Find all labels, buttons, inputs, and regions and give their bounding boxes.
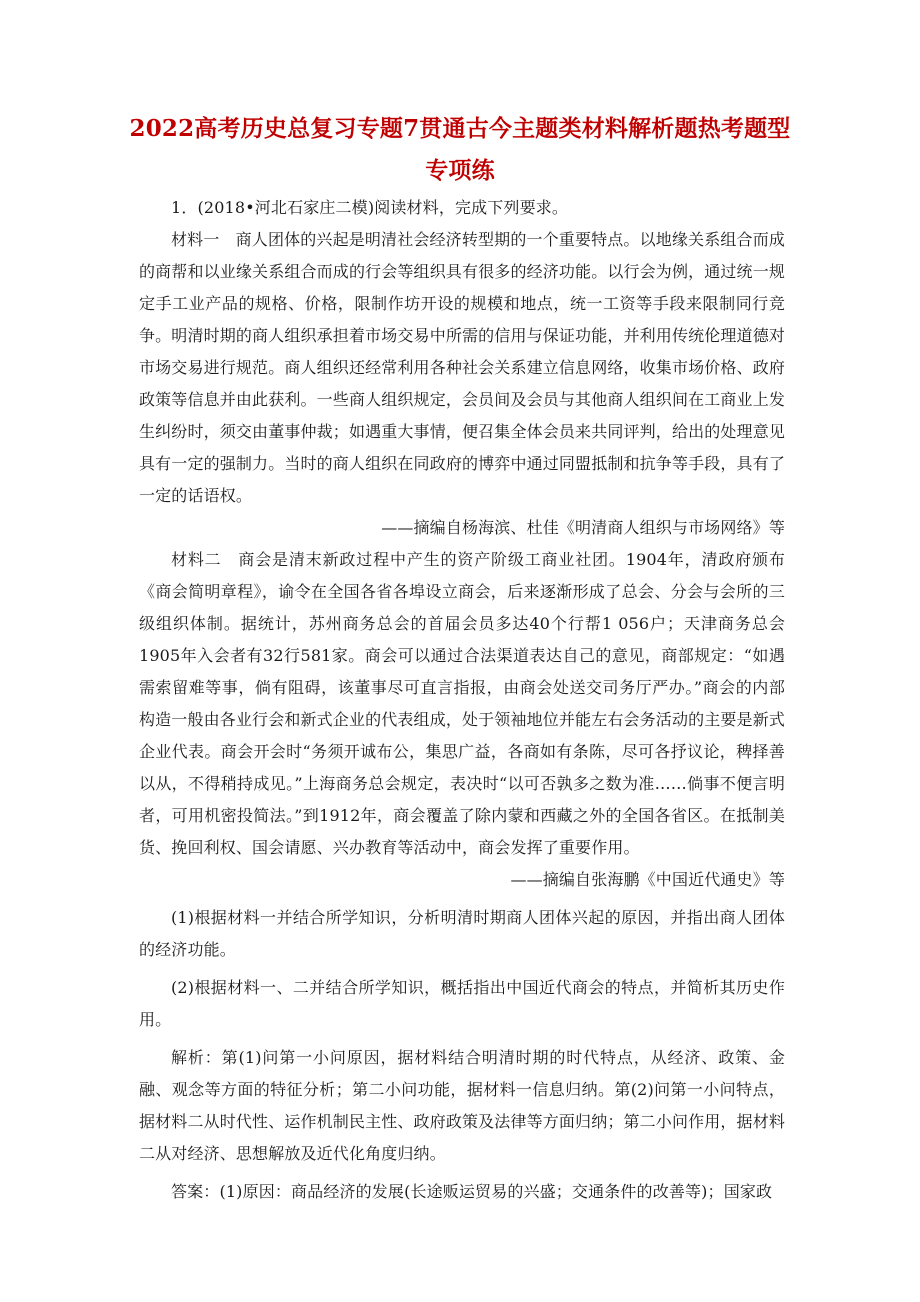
document-body: [139, 192, 785, 1208]
page-title: 2022高考历史总复习专题7贯通古今主题类材料解析题热考题型专项练: [129, 115, 791, 184]
question-two: (2)根据材料一、二并结合所学知识，概括指出中国近代商会的特点，并简析其历史作用。: [139, 978, 785, 1029]
material-two: 材料二 商会是清末新政过程中产生的资产阶级工商业社团。1904年，清政府颁布《商会简明章程》，谕令在全国各省各埠设立商会，后来逐渐形成了总会、分会与会所的三级组织体制。据统计，苏州商务总会的首届会员多达40个行帮1 056户；天津商务总会1905年入会者有32行581家。商会可以通过合法渠道表达自己的意见，商部规定：“如遇需索留难等事，倘有阻碍，该董事尽可直言指报，由商会处送交司务厅严办。”商会的内部构造一般由各业行会和新式企业的代表组成，处于领袖地位并能左右会务活动的主要是新式企业代表。商会开会时“务须开诚布公，集思广益，各商如有条陈，尽可各抒议论，稗择善以从，不得稍持成见。”上海商务总会规定，表决时“以可否孰多之数为准……倘事不便言明者，可用机密投简法。”到1912年，商会覆盖了除内蒙和西藏之外的全国各省区。在抵制美货、挽回利权、国会请愿、兴办教育等活动中，商会发挥了重要作用。: [139, 550, 786, 857]
question-one: (1)根据材料一并结合所学知识，分析明清时期商人团体兴起的原因，并指出商人团体的经济功能。: [139, 908, 785, 959]
material-two-source: ——摘编自张海鹏《中国近代通史》等: [510, 870, 785, 889]
material-one: 材料一 商人团体的兴起是明清社会经济转型期的一个重要特点。以地缘关系组合而成的商帮和以业缘关系组合而成的行会等组织具有很多的经济功能。以行会为例，通过统一规定手工业产品的规格、价格，限制作坊开设的规模和地点，统一工资等手段来限制同行竞争。明清时期的商人组织承担着市场交易中所需的信用与保证功能，并利用传统伦理道德对市场交易进行规范。商人组织还经常利用各种社会关系建立信息网络，收集市场价格、政府政策等信息并由此获利。一些商人组织规定，会员间及会员与其他商人组织间在工商业上发生纠纷时，须交由董事仲裁；如遇重大事情，便召集全体会员来共同评判，给出的处理意见具有一定的强制力。当时的商人组织在同政府的博弈中通过同盟抵制和抗争等手段，具有了一定的话语权。: [139, 230, 786, 505]
answer: 答案：(1)原因：商品经济的发展(长途贩运贸易的兴盛；交通条件的改善等)；国家政: [171, 1182, 773, 1201]
analysis: 解析：第(1)问第一小问原因，据材料结合明清时期的时代特点，从经济、政策、金融、观念等方面的特征分析；第二小问功能，据材料一信息归纳。第(2)问第一小问特点，据材料二从时代性、运作机制民主性、政府政策及法律等方面归纳；第二小问作用，据材料二从对经济、思想解放及近代化角度归纳。: [139, 1048, 786, 1163]
material-one-source: ——摘编自杨海滨、杜佳《明清商人组织与市场网络》等: [381, 518, 785, 537]
question-intro: 1．(2018•河北石家庄二模)阅读材料，完成下列要求。: [171, 198, 569, 217]
